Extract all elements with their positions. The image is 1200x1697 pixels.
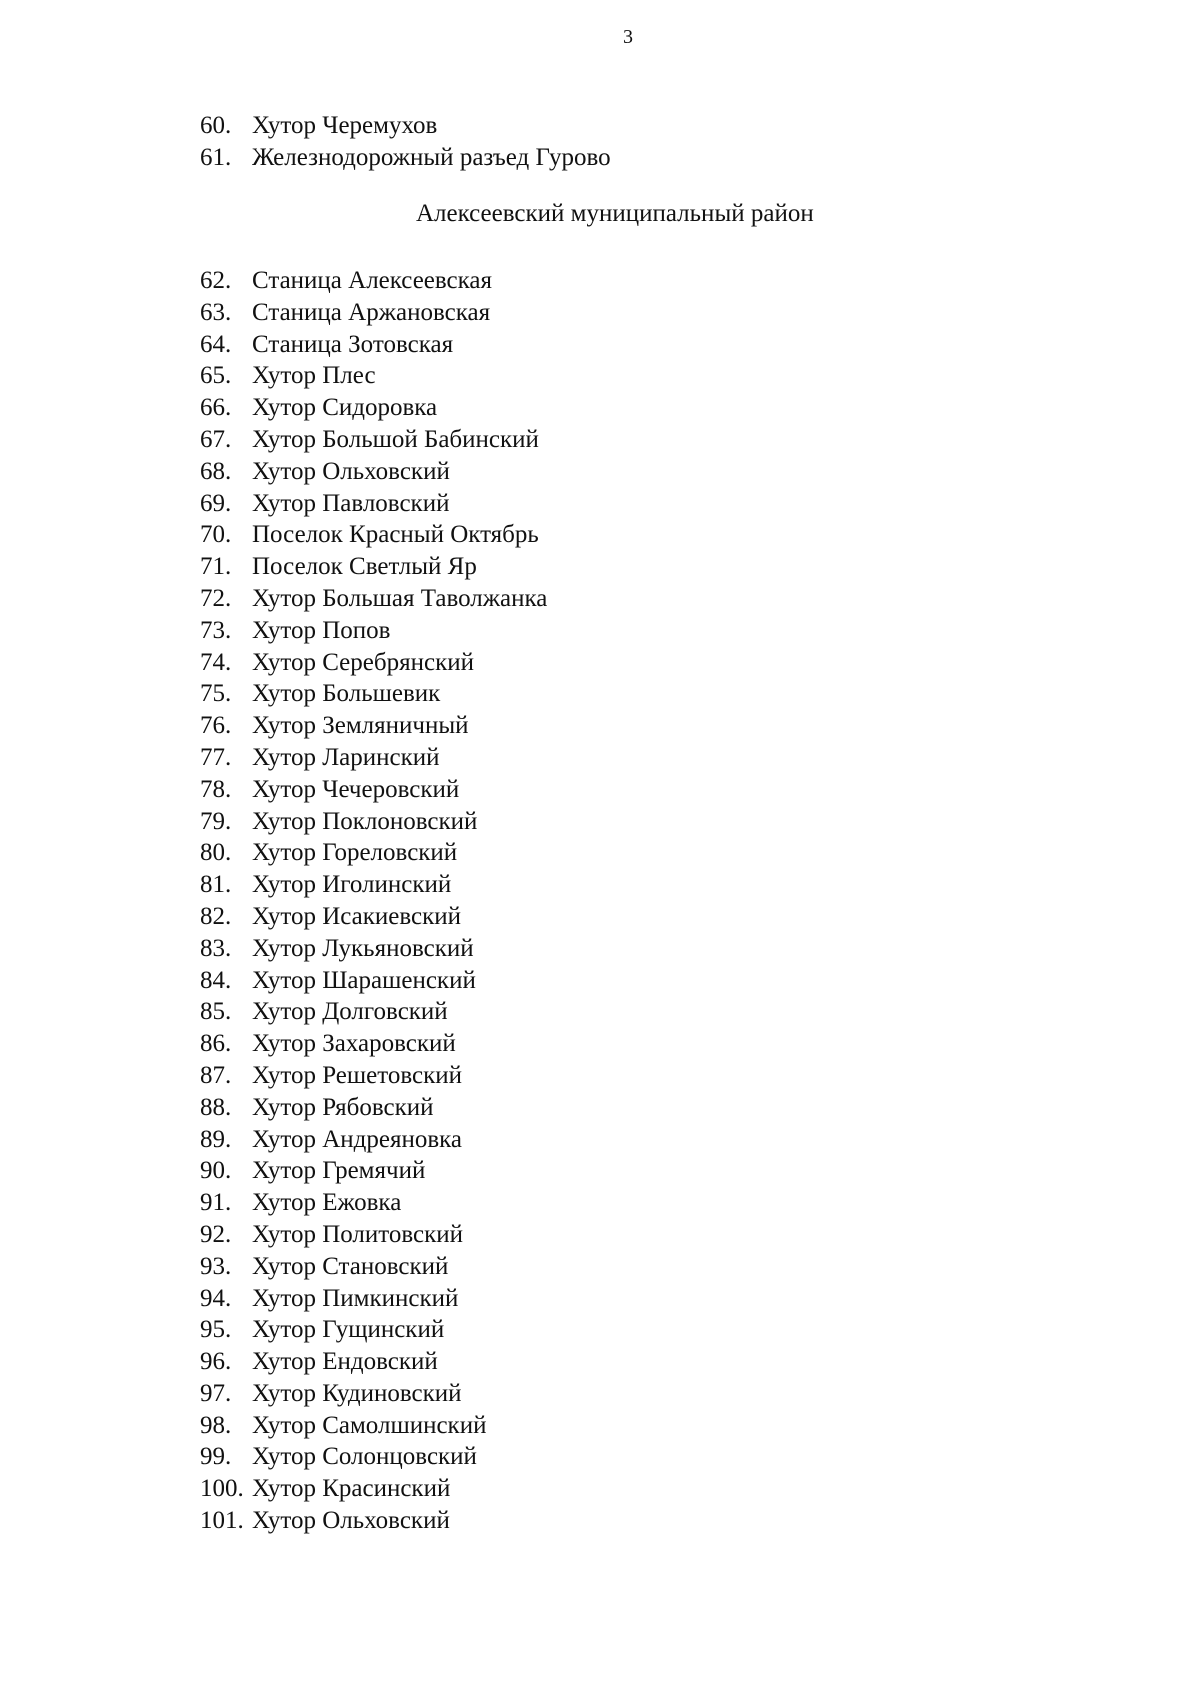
list-item [200, 742, 547, 774]
list-item [200, 424, 547, 456]
item-text: Хутор Захаровский [252, 1030, 456, 1058]
list-item [200, 901, 547, 933]
item-text: Хутор Гущинский [252, 1316, 445, 1344]
list-item [200, 360, 547, 392]
item-number: 91. [200, 1189, 232, 1217]
item-number: 83. [200, 934, 232, 962]
item-text: Хутор Ендовский [252, 1348, 438, 1376]
item-text: Хутор Сидоровка [252, 394, 438, 422]
item-number: 81. [200, 871, 232, 899]
list-item [200, 519, 547, 551]
item-text: Хутор Решетовский [252, 1061, 462, 1089]
item-text: Хутор Самолшинский [252, 1411, 487, 1439]
list-item [200, 1124, 547, 1156]
item-number: 78. [200, 775, 232, 803]
item-text: Хутор Серебрянский [252, 648, 474, 676]
item-number: 77. [200, 743, 232, 771]
item-number: 71. [200, 553, 232, 581]
list-item [200, 1219, 547, 1251]
item-number: 89. [200, 1125, 232, 1153]
list-item [200, 297, 547, 329]
item-number: 66. [200, 394, 232, 422]
item-number: 82. [200, 902, 232, 930]
item-text: Хутор Черемухов [252, 112, 438, 139]
item-text: Хутор Иголинский [252, 871, 452, 899]
item-text: Хутор Исакиевский [252, 902, 462, 930]
item-text: Хутор Становский [252, 1252, 449, 1280]
item-number: 97. [200, 1379, 232, 1407]
item-number: 60. [200, 112, 232, 139]
list-item [200, 110, 611, 142]
item-number: 95. [200, 1316, 232, 1344]
item-number: 67. [200, 425, 232, 453]
item-text: Хутор Политовский [252, 1220, 464, 1248]
item-number: 76. [200, 712, 232, 740]
list-item [200, 1251, 547, 1283]
list-item [200, 774, 547, 806]
list-item [200, 806, 547, 838]
item-text: Хутор Попов [252, 616, 391, 644]
item-number: 65. [200, 362, 232, 390]
list-item [200, 1441, 547, 1473]
item-text: Хутор Ларинский [252, 743, 440, 771]
list-item [200, 1410, 547, 1442]
list-item [200, 551, 547, 583]
item-number: 94. [200, 1284, 232, 1312]
settlement-list-top [200, 110, 611, 174]
item-number: 101. [200, 1507, 244, 1535]
list-item [200, 933, 547, 965]
item-number: 86. [200, 1030, 232, 1058]
item-number: 99. [200, 1443, 232, 1471]
item-number: 63. [200, 298, 232, 326]
list-item [200, 265, 547, 297]
item-text: Станица Алексеевская [252, 267, 493, 294]
item-text: Хутор Красинский [252, 1475, 451, 1503]
item-text: Хутор Ольховский [252, 1507, 450, 1535]
item-text: Хутор Лукьяновский [252, 934, 474, 962]
item-number: 87. [200, 1061, 232, 1089]
list-item [200, 1505, 547, 1537]
item-number: 100. [200, 1475, 244, 1503]
item-text: Хутор Солонцовский [252, 1443, 477, 1471]
list-item [200, 1346, 547, 1378]
list-item [200, 647, 547, 679]
item-text: Хутор Ежовка [252, 1189, 402, 1217]
item-number: 75. [200, 680, 232, 708]
list-item [200, 1060, 547, 1092]
list-item [200, 456, 547, 488]
item-number: 69. [200, 489, 232, 517]
item-text: Хутор Земляничный [252, 712, 469, 740]
settlement-list [200, 265, 547, 1537]
list-item [200, 965, 547, 997]
list-item [200, 1092, 547, 1124]
item-text: Хутор Пимкинский [252, 1284, 459, 1312]
item-text: Станица Зотовская [252, 330, 454, 358]
list-item [200, 488, 547, 520]
item-number: 62. [200, 267, 232, 294]
item-number: 79. [200, 807, 232, 835]
list-item [200, 142, 611, 174]
item-number: 98. [200, 1411, 232, 1439]
item-text: Хутор Гореловский [252, 839, 458, 867]
list-item [200, 329, 547, 361]
item-number: 61. [200, 143, 232, 171]
item-text: Железнодорожный разъед Гурово [252, 143, 611, 171]
item-text: Хутор Большевик [252, 680, 441, 708]
item-number: 73. [200, 616, 232, 644]
item-number: 93. [200, 1252, 232, 1280]
list-item [200, 1314, 547, 1346]
list-item [200, 1283, 547, 1315]
item-number: 80. [200, 839, 232, 867]
item-number: 64. [200, 330, 232, 358]
list-item [200, 837, 547, 869]
item-text: Хутор Андреяновка [252, 1125, 462, 1153]
item-text: Хутор Рябовский [252, 1093, 434, 1121]
item-number: 90. [200, 1157, 232, 1185]
list-item [200, 1155, 547, 1187]
item-text: Хутор Чечеровский [252, 775, 460, 803]
page-number: 3 [623, 26, 633, 48]
list-item [200, 996, 547, 1028]
list-item [200, 1187, 547, 1219]
list-item [200, 1028, 547, 1060]
item-text: Хутор Плес [252, 362, 376, 390]
list-item [200, 710, 547, 742]
item-text: Поселок Красный Октябрь [252, 521, 539, 549]
item-number: 84. [200, 966, 232, 994]
list-item [200, 615, 547, 647]
item-number: 85. [200, 998, 232, 1026]
section-heading: Алексеевский муниципальный район [416, 200, 814, 227]
item-text: Хутор Гремячий [252, 1157, 426, 1185]
item-number: 70. [200, 521, 232, 549]
item-number: 92. [200, 1220, 232, 1248]
list-item [200, 1378, 547, 1410]
item-text: Хутор Ольховский [252, 457, 450, 485]
item-number: 68. [200, 457, 232, 485]
list-item [200, 583, 547, 615]
list-item [200, 869, 547, 901]
item-text: Хутор Шарашенский [252, 966, 476, 994]
item-text: Хутор Поклоновский [252, 807, 478, 835]
list-item [200, 1473, 547, 1505]
item-number: 96. [200, 1348, 232, 1376]
item-text: Хутор Кудиновский [252, 1379, 462, 1407]
list-item [200, 678, 547, 710]
item-text: Хутор Большой Бабинский [252, 425, 539, 453]
item-text: Хутор Долговский [252, 998, 448, 1026]
item-number: 72. [200, 584, 232, 612]
item-number: 74. [200, 648, 232, 676]
item-text: Хутор Павловский [252, 489, 450, 517]
item-text: Хутор Большая Таволжанка [252, 584, 548, 612]
item-text: Поселок Светлый Яр [252, 553, 477, 581]
item-number: 88. [200, 1093, 232, 1121]
list-item [200, 392, 547, 424]
item-text: Станица Аржановская [252, 298, 491, 326]
